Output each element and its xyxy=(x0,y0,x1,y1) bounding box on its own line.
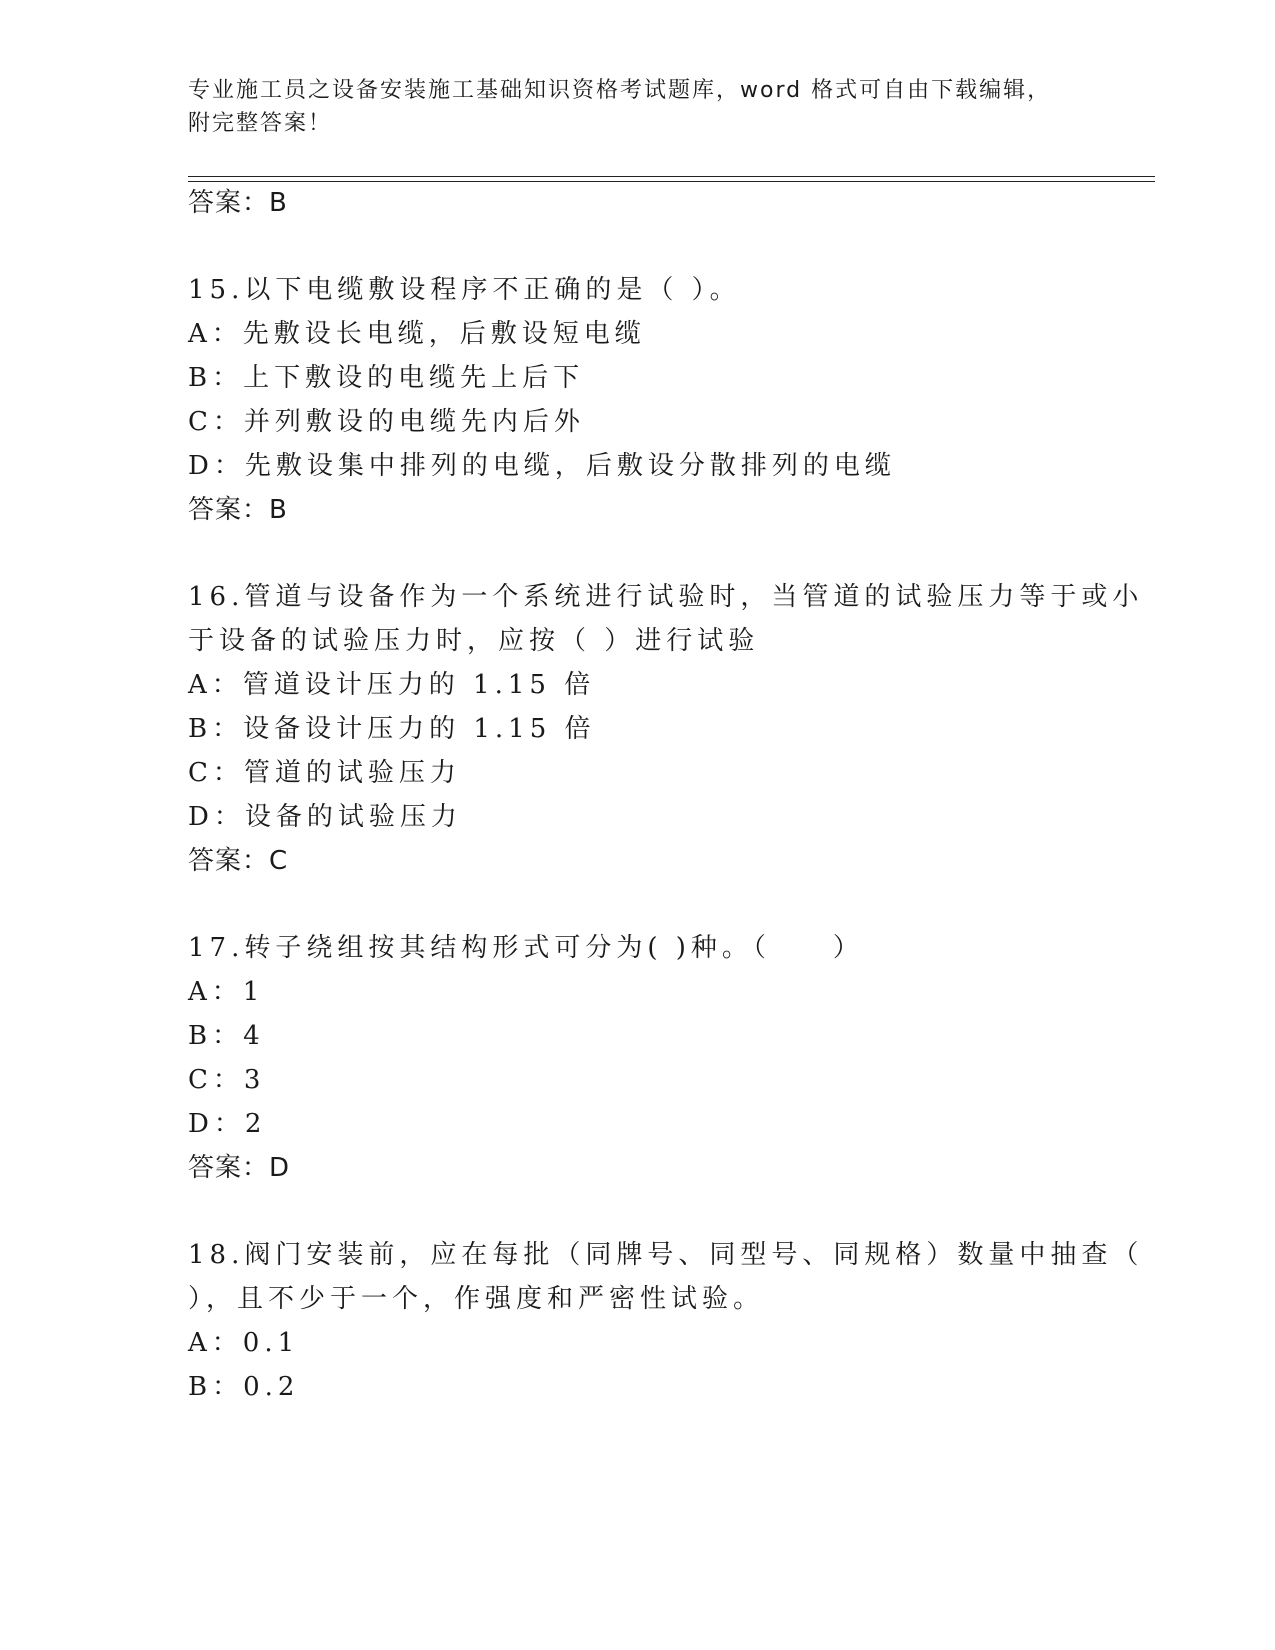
q16-option-d: D：设备的试验压力 xyxy=(188,802,462,832)
q17-stem-line-1: 17.转子绕组按其结构形式可分为( )种。（ ） xyxy=(188,933,864,963)
q16-option-b: B：设备设计压力的 1.15 倍 xyxy=(188,714,596,744)
document-header xyxy=(188,74,1068,140)
q16-stem-line-2: 于设备的试验压力时，应按（ ）进行试验 xyxy=(188,626,760,656)
q18-stem-line-1: 18.阀门安装前，应在每批（同牌号、同型号、同规格）数量中抽查（ xyxy=(188,1240,1144,1270)
q16-option-c: C：管道的试验压力 xyxy=(188,758,461,788)
q18-option-a: A：0.1 xyxy=(188,1328,300,1358)
q15-option-a: A：先敷设长电缆，后敷设短电缆 xyxy=(188,319,646,349)
q16-stem-line-1: 16.管道与设备作为一个系统进行试验时，当管道的试验压力等于或小 xyxy=(188,582,1144,612)
q17-option-c: C：3 xyxy=(188,1065,266,1095)
q15-option-d: D：先敷设集中排列的电缆，后敷设分散排列的电缆 xyxy=(188,451,896,481)
q18-stem-line-2: ），且不少于一个，作强度和严密性试验。 xyxy=(188,1284,765,1314)
header-divider-bottom xyxy=(188,181,1155,182)
q17-option-b: B：4 xyxy=(188,1021,265,1051)
q15-stem-line-1: 15.以下电缆敷设程序不正确的是（ ）。 xyxy=(188,275,741,305)
q17-answer: 答案：D xyxy=(188,1153,291,1183)
header-line-1: 专业施工员之设备安装施工基础知识资格考试题库，word 格式可自由下载编辑， xyxy=(188,78,1052,103)
q16-answer: 答案：C xyxy=(188,846,289,876)
q17-option-a: A：1 xyxy=(188,977,265,1007)
q18-option-b: B：0.2 xyxy=(188,1372,300,1402)
previous-answer: 答案：B xyxy=(188,188,288,218)
q17-option-d: D：2 xyxy=(188,1109,267,1139)
q15-option-c: C：并列敷设的电缆先内后外 xyxy=(188,407,585,437)
q16-option-a: A：管道设计压力的 1.15 倍 xyxy=(188,670,596,700)
header-divider-top xyxy=(188,176,1155,177)
q15-answer: 答案：B xyxy=(188,495,288,525)
q15-option-b: B：上下敷设的电缆先上后下 xyxy=(188,363,585,393)
header-line-2: 附完整答案！ xyxy=(188,111,333,136)
